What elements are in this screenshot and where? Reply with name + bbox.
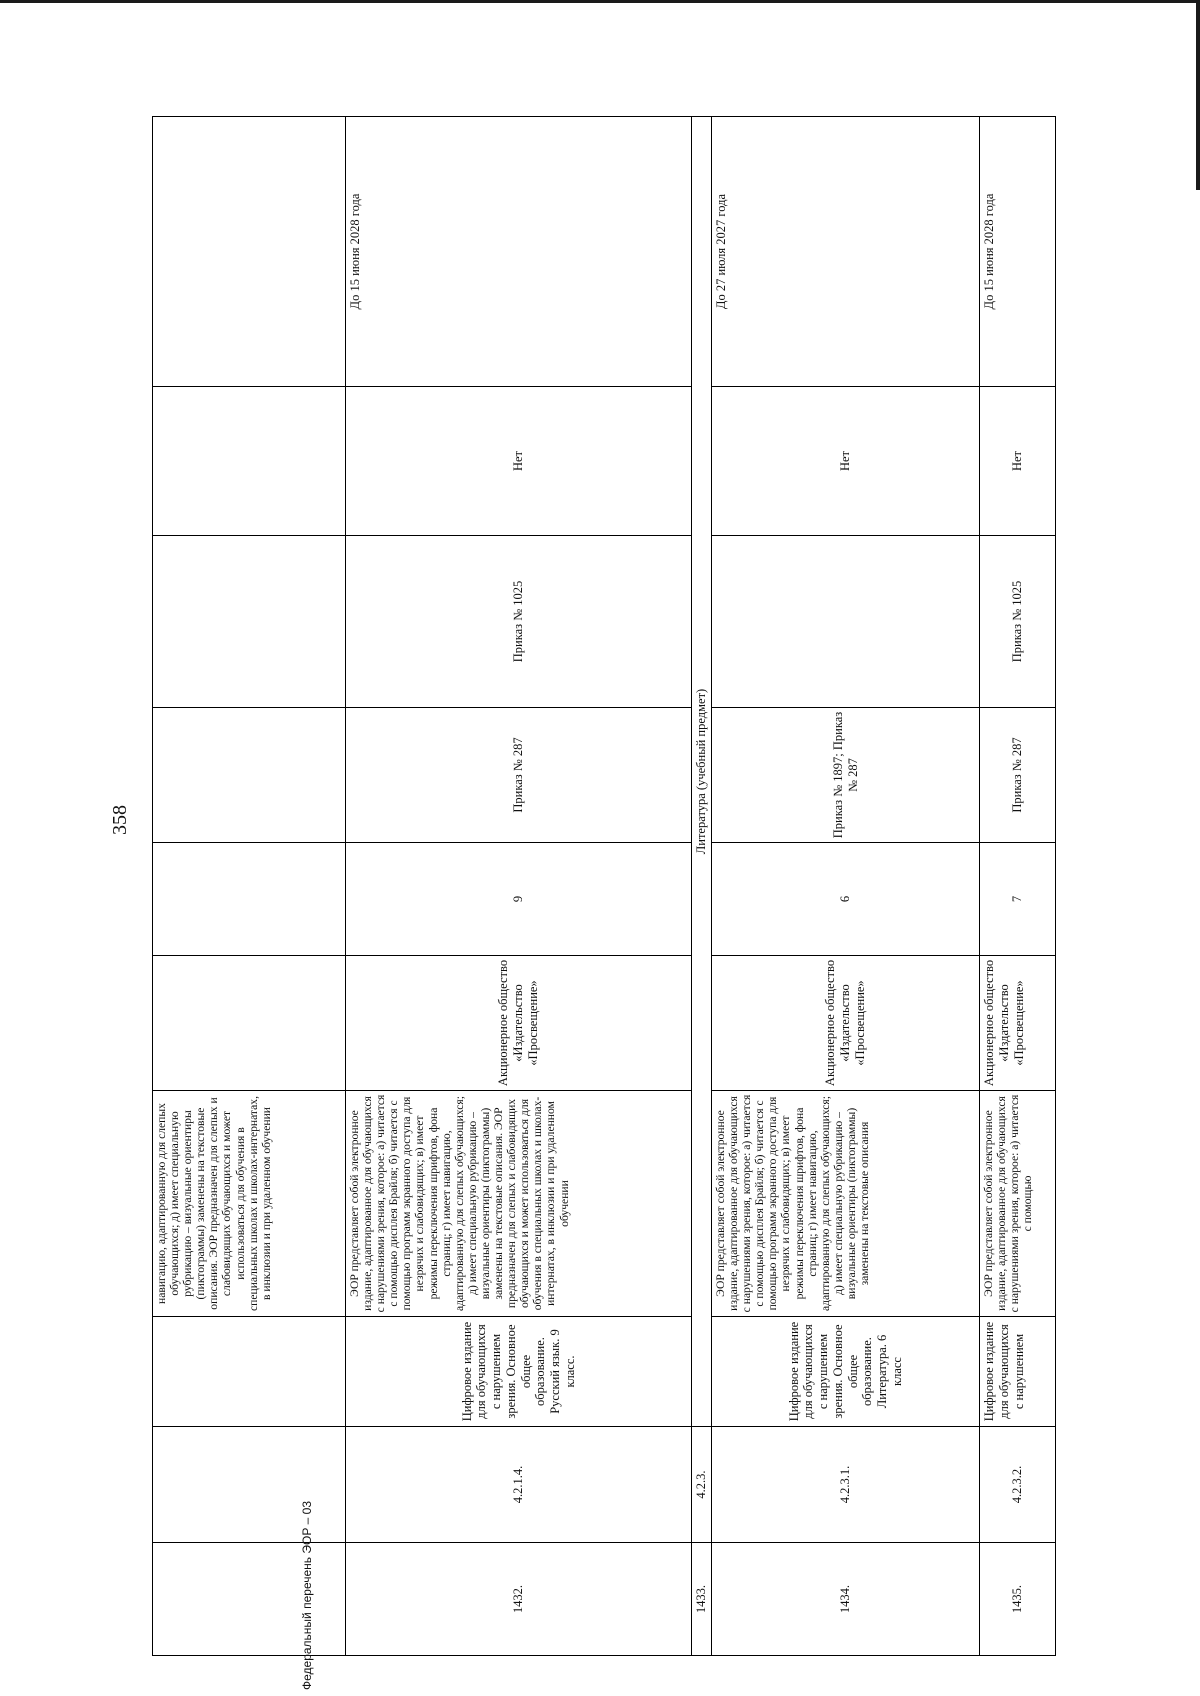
row-number: 1432. — [346, 1543, 692, 1656]
row-publisher: Акционерное общество «Издательство «Просвещение» — [712, 956, 980, 1091]
row-name: Цифровое издание для обучающихся с нарушением зрения. Основное общее образование. Литература. 6 класс — [712, 1317, 980, 1427]
table-row — [980, 117, 1056, 1656]
eor-register-table — [152, 116, 1056, 1656]
row-name: Цифровое издание для обучающихся с нарушением зрения. Основное общее образование. Русский язык. 9 класс. — [346, 1317, 692, 1427]
row-open-access: Нет — [346, 387, 692, 536]
rotated-table-container — [152, 117, 1055, 1656]
row-grade — [153, 843, 346, 956]
row-grade: 9 — [346, 843, 692, 956]
row-grade: 6 — [712, 843, 980, 956]
row-code: 4.2.3.1. — [712, 1427, 980, 1543]
row-order-1: Приказ № 287 — [346, 708, 692, 843]
row-open-access: Нет — [980, 387, 1056, 536]
row-number: 1435. — [980, 1543, 1056, 1656]
row-code: 4.2.3.2. — [980, 1427, 1056, 1543]
section-row — [692, 117, 712, 1656]
row-number: 1434. — [712, 1543, 980, 1656]
scan-edge-top — [0, 0, 1200, 3]
row-description: ЭОР представляет собой электронное издание, адаптированное для обучающихся с нарушениями зрения, которое: а) читается с помощью — [980, 1091, 1056, 1317]
section-number: 1433. — [692, 1543, 712, 1656]
row-grade: 7 — [980, 843, 1056, 956]
footer-label: Федеральный перечень ЭОР – 03 — [300, 1500, 314, 1690]
table-row — [712, 117, 980, 1656]
row-order-2: Приказ № 1025 — [980, 536, 1056, 708]
row-open-access: Нет — [712, 387, 980, 536]
row-order-2 — [712, 536, 980, 708]
row-description: ЭОР представляет собой электронное издание, адаптированное для обучающихся с нарушениями зрения, которое: а) читается с помощью дисплея Брайля; б) читается с помощью программ экранного доступа для незрячих и слабовидящих; в) имеет режимы переключения шрифтов, фона страниц; г) имеет навигацию, адаптированную для слепых обучающихся; д) имеет специальную рубрикацию – визуальные ориентиры (пиктограммы) заменены на текстовые описания. ЭОР предназначен для слепых и слабовидящих обучающихся и может использоваться для обучения в специальных школах и школах-интернатах, в инклюзии и при удаленном обучении — [346, 1091, 692, 1317]
row-publisher: Акционерное общество «Издательство «Просвещение» — [980, 956, 1056, 1091]
scan-edge-right — [1196, 0, 1200, 190]
section-title: Литература (учебный предмет) — [692, 117, 712, 1427]
row-description: ЭОР представляет собой электронное издание, адаптированное для обучающихся с нарушениями зрения, которое: а) читается с помощью дисплея Брайля; б) читается с помощью программ экранного доступа для незрячих и слабовидящих; в) имеет режимы переключения шрифтов, фона страниц; г) имеет навигацию, адаптированную для слепых обучающихся; д) имеет специальную рубрикацию – визуальные ориентиры (пиктограммы) заменены на текстовые описания — [712, 1091, 980, 1317]
row-open-access — [153, 387, 346, 536]
row-order-2: Приказ № 1025 — [346, 536, 692, 708]
row-order-1: Приказ № 1897; Приказ № 287 — [712, 708, 980, 843]
row-description: навигацию, адаптированную для слепых обучающихся; д) имеет специальную рубрикацию – визуальные ориентиры (пиктограммы) заменены на текстовые описания. ЭОР предназначен для слепых и слабовидящих обучающихся и может использоваться для обучения в специальных школах и школах-интернатах, в инклюзии и при удаленном обучении — [153, 1091, 346, 1317]
row-publisher: Акционерное общество «Издательство «Просвещение» — [346, 956, 692, 1091]
row-code: 4.2.1.4. — [346, 1427, 692, 1543]
row-publisher — [153, 956, 346, 1091]
table-row — [346, 117, 692, 1656]
section-code: 4.2.3. — [692, 1427, 712, 1543]
row-term: До 27 июля 2027 года — [712, 117, 980, 387]
page-number: 358 — [109, 805, 131, 835]
row-order-1 — [153, 708, 346, 843]
row-term: До 15 июня 2028 года — [980, 117, 1056, 387]
row-term: До 15 июня 2028 года — [346, 117, 692, 387]
row-term — [153, 117, 346, 387]
row-name: Цифровое издание для обучающихся с нарушением — [980, 1317, 1056, 1427]
row-order-2 — [153, 536, 346, 708]
row-order-1: Приказ № 287 — [980, 708, 1056, 843]
